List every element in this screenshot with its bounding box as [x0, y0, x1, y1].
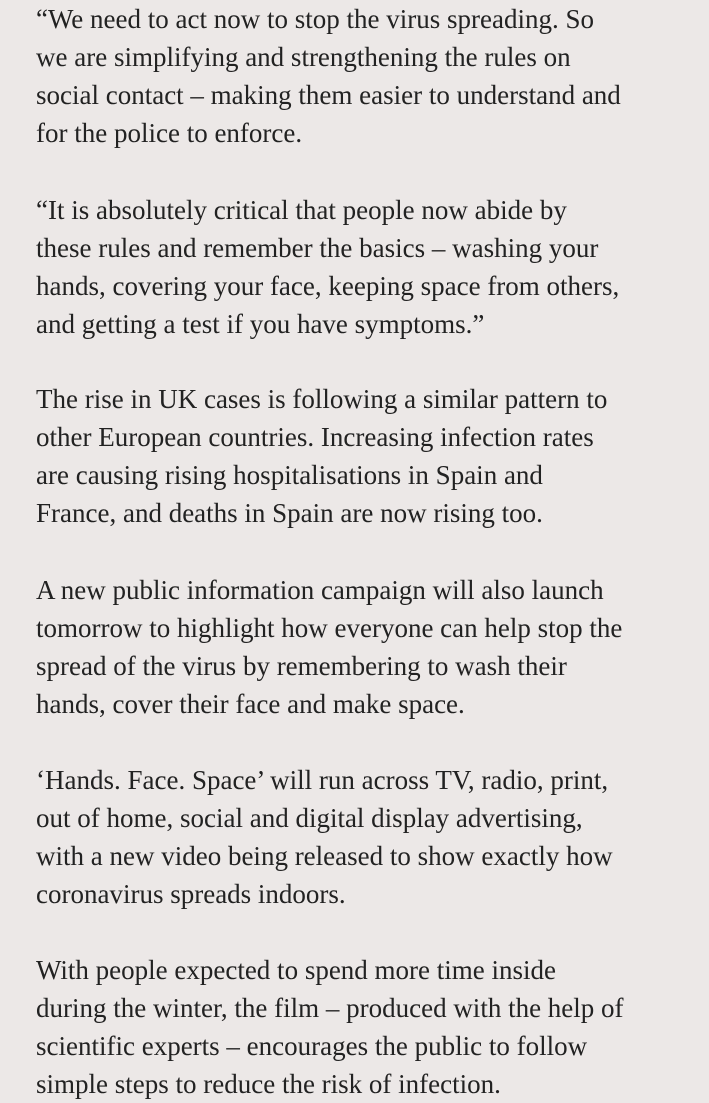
text-line: The rise in UK cases is following a similar pattern to — [36, 384, 608, 414]
text-line: scientific experts – encourages the public to follow — [36, 1031, 588, 1061]
text-line: France, and deaths in Spain are now rising too. — [36, 498, 543, 528]
paragraph-winter-film — [36, 951, 624, 1103]
paragraph-quote-basics — [36, 191, 619, 343]
text-line: these rules and remember the basics – washing your — [36, 233, 599, 263]
text-line: social contact – making them easier to understand and — [36, 80, 621, 110]
text-line: simple steps to reduce the risk of infection. — [36, 1069, 501, 1099]
text-line: for the police to enforce. — [36, 118, 303, 148]
text-line: ‘Hands. Face. Space’ will run across TV, radio, print, — [36, 765, 609, 795]
paragraph-quote-act-now — [36, 0, 621, 152]
text-line: “It is absolutely critical that people now abide by — [36, 195, 567, 225]
text-line: With people expected to spend more time inside — [36, 955, 557, 985]
text-line: spread of the virus by remembering to wash their — [36, 651, 567, 681]
text-line: A new public information campaign will also launch — [36, 575, 604, 605]
text-line: hands, covering your face, keeping space from others, — [36, 271, 620, 301]
text-line: hands, cover their face and make space. — [36, 689, 465, 719]
paragraph-uk-cases — [36, 380, 607, 532]
text-line: coronavirus spreads indoors. — [36, 879, 346, 909]
text-line: during the winter, the film – produced with the help of — [36, 993, 624, 1023]
text-line: out of home, social and digital display advertising, — [36, 803, 583, 833]
text-line: with a new video being released to show exactly how — [36, 841, 613, 871]
text-line: we are simplifying and strengthening the rules on — [36, 42, 571, 72]
text-line: are causing rising hospitalisations in Spain and — [36, 460, 543, 490]
text-line: “We need to act now to stop the virus spreading. So — [36, 4, 594, 34]
paragraph-campaign-launch — [36, 571, 622, 723]
text-line: other European countries. Increasing infection rates — [36, 422, 594, 452]
paragraph-hands-face-space — [36, 761, 613, 913]
text-line: tomorrow to highlight how everyone can help stop the — [36, 613, 623, 643]
text-line: and getting a test if you have symptoms.” — [36, 309, 485, 339]
